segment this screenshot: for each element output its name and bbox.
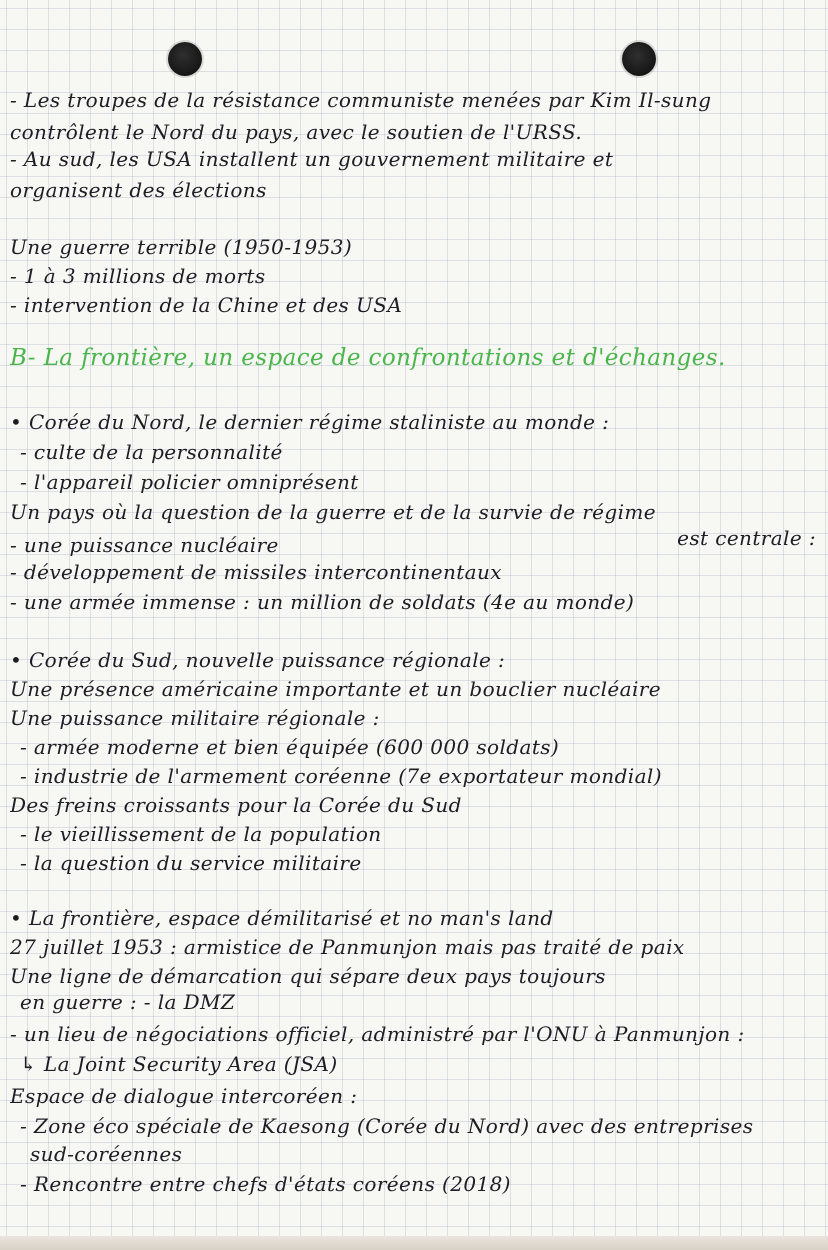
- note-line: • Corée du Nord, le dernier régime staliniste au monde :: [10, 410, 610, 434]
- section-heading-b: B- La frontière, un espace de confrontations et d'échanges.: [10, 346, 726, 370]
- note-line: Une puissance militaire régionale :: [10, 706, 380, 730]
- note-line: Des freins croissants pour la Corée du Sud: [10, 793, 462, 817]
- note-line: - Zone éco spéciale de Kaesong (Corée du Nord) avec des entreprises: [20, 1114, 754, 1138]
- note-line: 27 juillet 1953 : armistice de Panmunjon mais pas traité de paix: [10, 935, 685, 959]
- note-line: est centrale :: [677, 526, 816, 550]
- note-line: Une ligne de démarcation qui sépare deux pays toujours: [10, 964, 606, 988]
- note-line: - une armée immense : un million de soldats (4e au monde): [10, 590, 635, 614]
- note-line: Espace de dialogue intercoréen :: [10, 1084, 358, 1108]
- note-line: - un lieu de négociations officiel, administré par l'ONU à Panmunjon :: [10, 1022, 745, 1046]
- note-line: - Les troupes de la résistance communiste menées par Kim Il-sung: [10, 88, 712, 112]
- note-line: Une présence américaine importante et un bouclier nucléaire: [10, 677, 661, 701]
- note-line: en guerre : - la DMZ: [20, 990, 236, 1014]
- note-line: - Au sud, les USA installent un gouvernement militaire et: [10, 147, 614, 171]
- note-line: - Rencontre entre chefs d'états coréens (2018): [20, 1172, 511, 1196]
- note-line: - industrie de l'armement coréenne (7e exportateur mondial): [20, 764, 662, 788]
- note-line: organisent des élections: [10, 178, 267, 202]
- note-line: - développement de missiles intercontinentaux: [10, 560, 502, 584]
- note-line: - 1 à 3 millions de morts: [10, 264, 266, 288]
- note-line: • La frontière, espace démilitarisé et no man's land: [10, 906, 554, 930]
- note-line: contrôlent le Nord du pays, avec le soutien de l'URSS.: [10, 120, 583, 144]
- note-line: - le vieillissement de la population: [20, 822, 382, 846]
- note-line: Une guerre terrible (1950-1953): [10, 235, 353, 259]
- note-line: - culte de la personnalité: [20, 440, 283, 464]
- note-line: - l'appareil policier omniprésent: [20, 470, 359, 494]
- page-bottom-edge: [0, 1236, 828, 1250]
- note-line: Un pays où la question de la guerre et de la survie de régime: [10, 500, 656, 524]
- note-line: • Corée du Sud, nouvelle puissance régionale :: [10, 648, 506, 672]
- note-line: ↳ La Joint Security Area (JSA): [20, 1052, 338, 1076]
- note-line: - une puissance nucléaire: [10, 533, 279, 557]
- note-line: sud-coréennes: [30, 1142, 183, 1166]
- note-line: - intervention de la Chine et des USA: [10, 293, 403, 317]
- note-line: - la question du service militaire: [20, 851, 362, 875]
- note-line: - armée moderne et bien équipée (600 000 soldats): [20, 735, 560, 759]
